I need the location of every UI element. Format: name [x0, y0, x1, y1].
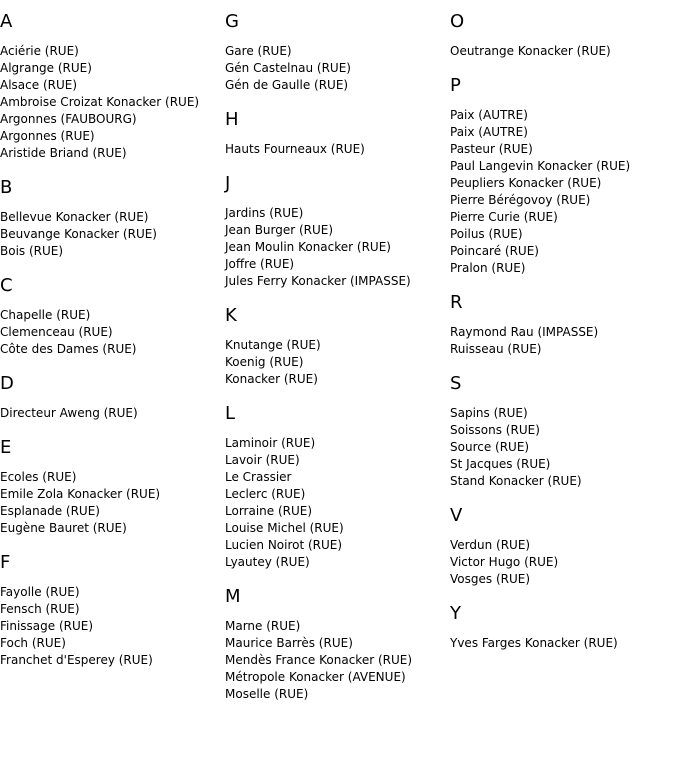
letter-heading: Y [450, 603, 461, 624]
letter-group [450, 76, 674, 277]
street-column-2 [225, 12, 449, 719]
letter-group [450, 293, 674, 358]
letter-group [225, 306, 449, 388]
letter-group [225, 587, 449, 703]
street-link[interactable]: Gare (RUE) [225, 44, 292, 58]
street-link[interactable]: Beuvange Konacker (RUE) [0, 227, 157, 241]
letter-group [0, 438, 224, 537]
street-link[interactable]: Franchet d'Esperey (RUE) [0, 653, 153, 667]
letter-group [450, 12, 674, 60]
letter-heading: V [450, 505, 463, 526]
street-link[interactable]: Koenig (RUE) [225, 355, 304, 369]
letter-group [0, 12, 224, 162]
letter-heading: R [450, 292, 463, 313]
street-link[interactable]: Verdun (RUE) [450, 538, 531, 552]
street-link[interactable]: St Jacques (RUE) [450, 457, 551, 471]
street-link[interactable]: Marne (RUE) [225, 619, 301, 633]
letter-group [225, 110, 449, 158]
street-link[interactable]: Source (RUE) [450, 440, 530, 454]
street-link[interactable]: Paix (AUTRE) [450, 125, 528, 139]
street-link[interactable]: Konacker (RUE) [225, 372, 318, 386]
street-link[interactable]: Paix (AUTRE) [450, 108, 528, 122]
letter-heading: G [225, 11, 239, 32]
street-list [0, 43, 224, 162]
street-list [0, 469, 224, 537]
street-list [225, 141, 449, 158]
street-link[interactable]: Gén Castelnau (RUE) [225, 61, 351, 75]
street-link[interactable]: Fensch (RUE) [0, 602, 80, 616]
street-link[interactable]: Sapins (RUE) [450, 406, 528, 420]
street-link[interactable]: Argonnes (FAUBOURG) [0, 112, 137, 126]
street-link[interactable]: Bois (RUE) [0, 244, 64, 258]
street-link[interactable]: Métropole Konacker (AVENUE) [225, 670, 406, 684]
street-link[interactable]: Eugène Bauret (RUE) [0, 521, 127, 535]
street-link[interactable]: Knutange (RUE) [225, 338, 321, 352]
street-link[interactable]: Ambroise Croizat Konacker (RUE) [0, 95, 200, 109]
letter-heading: M [225, 586, 241, 607]
street-list [0, 307, 224, 358]
street-link[interactable]: Peupliers Konacker (RUE) [450, 176, 602, 190]
letter-heading: H [225, 109, 239, 130]
street-column-1 [0, 12, 224, 685]
letter-group [0, 276, 224, 358]
street-link[interactable]: Maurice Barrès (RUE) [225, 636, 353, 650]
street-link[interactable]: Chapelle (RUE) [0, 308, 91, 322]
street-link[interactable]: Jean Moulin Konacker (RUE) [225, 240, 391, 254]
street-link[interactable]: Pierre Bérégovoy (RUE) [450, 193, 591, 207]
street-link[interactable]: Leclerc (RUE) [225, 487, 306, 501]
street-link[interactable]: Pralon (RUE) [450, 261, 526, 275]
street-list [225, 435, 449, 571]
street-link[interactable]: Ecoles (RUE) [0, 470, 77, 484]
street-link[interactable]: Hauts Fourneaux (RUE) [225, 142, 365, 156]
letter-group [450, 506, 674, 588]
street-link[interactable]: Lyautey (RUE) [225, 555, 310, 569]
street-list [225, 337, 449, 388]
street-list [225, 205, 449, 290]
street-link[interactable]: Poilus (RUE) [450, 227, 523, 241]
street-link[interactable]: Côte des Dames (RUE) [0, 342, 137, 356]
street-link[interactable]: Oeutrange Konacker (RUE) [450, 44, 611, 58]
letter-group [225, 174, 449, 290]
letter-heading: D [0, 373, 14, 394]
street-list [0, 584, 224, 669]
street-link[interactable]: Lorraine (RUE) [225, 504, 313, 518]
street-column-3 [450, 12, 674, 668]
letter-group [0, 374, 224, 422]
street-link[interactable]: Pierre Curie (RUE) [450, 210, 558, 224]
street-link[interactable]: Jardins (RUE) [225, 206, 304, 220]
street-link[interactable]: Clemenceau (RUE) [0, 325, 113, 339]
street-link[interactable]: Esplanade (RUE) [0, 504, 100, 518]
street-link[interactable]: Emile Zola Konacker (RUE) [0, 487, 161, 501]
street-link[interactable]: Alsace (RUE) [0, 78, 78, 92]
street-link[interactable]: Stand Konacker (RUE) [450, 474, 582, 488]
street-link[interactable]: Bellevue Konacker (RUE) [0, 210, 149, 224]
street-list [450, 537, 674, 588]
letter-heading: L [225, 403, 236, 424]
street-list [450, 107, 674, 277]
street-link[interactable]: Aciérie (RUE) [0, 44, 79, 58]
street-link[interactable]: Algrange (RUE) [0, 61, 92, 75]
street-link[interactable]: Louise Michel (RUE) [225, 521, 344, 535]
street-link[interactable]: Fayolle (RUE) [0, 585, 80, 599]
letter-heading: J [225, 173, 231, 194]
letter-heading: C [0, 275, 13, 296]
letter-group [225, 12, 449, 94]
street-link[interactable]: Argonnes (RUE) [0, 129, 95, 143]
letter-group [225, 404, 449, 571]
street-link[interactable]: Le Crassier [225, 470, 292, 484]
letter-group [450, 604, 674, 652]
street-link[interactable]: Raymond Rau (IMPASSE) [450, 325, 599, 339]
street-link[interactable]: Paul Langevin Konacker (RUE) [450, 159, 631, 173]
street-link[interactable]: Aristide Briand (RUE) [0, 146, 127, 160]
street-link[interactable]: Mendès France Konacker (RUE) [225, 653, 413, 667]
street-list [450, 405, 674, 490]
street-link[interactable]: Vosges (RUE) [450, 572, 531, 586]
street-link[interactable]: Ruisseau (RUE) [450, 342, 542, 356]
street-list [225, 618, 449, 703]
street-list [450, 635, 674, 652]
letter-heading: F [0, 552, 11, 573]
street-list [450, 324, 674, 358]
street-list [225, 43, 449, 94]
street-list [450, 43, 674, 60]
street-link[interactable]: Gén de Gaulle (RUE) [225, 78, 349, 92]
street-link[interactable]: Laminoir (RUE) [225, 436, 316, 450]
street-link[interactable]: Soissons (RUE) [450, 423, 540, 437]
street-link[interactable]: Lavoir (RUE) [225, 453, 300, 467]
letter-heading: P [450, 75, 461, 96]
street-link[interactable]: Joffre (RUE) [225, 257, 295, 271]
street-link[interactable]: Foch (RUE) [0, 636, 66, 650]
letter-heading: A [0, 11, 13, 32]
street-link[interactable]: Finissage (RUE) [0, 619, 94, 633]
letter-group [450, 374, 674, 490]
street-link[interactable]: Jean Burger (RUE) [225, 223, 334, 237]
letter-heading: K [225, 305, 237, 326]
letter-heading: O [450, 11, 465, 32]
street-link[interactable]: Poincaré (RUE) [450, 244, 539, 258]
street-link[interactable]: Pasteur (RUE) [450, 142, 533, 156]
street-list [0, 405, 224, 422]
letter-heading: B [0, 177, 13, 198]
letter-heading: S [450, 373, 462, 394]
street-link[interactable]: Yves Farges Konacker (RUE) [450, 636, 618, 650]
street-link[interactable]: Directeur Aweng (RUE) [0, 406, 138, 420]
street-link[interactable]: Lucien Noirot (RUE) [225, 538, 343, 552]
street-link[interactable]: Victor Hugo (RUE) [450, 555, 559, 569]
letter-group [0, 553, 224, 669]
street-list [0, 209, 224, 260]
letter-group [0, 178, 224, 260]
street-link[interactable]: Moselle (RUE) [225, 687, 309, 701]
street-link[interactable]: Jules Ferry Konacker (IMPASSE) [225, 274, 411, 288]
letter-heading: E [0, 437, 12, 458]
